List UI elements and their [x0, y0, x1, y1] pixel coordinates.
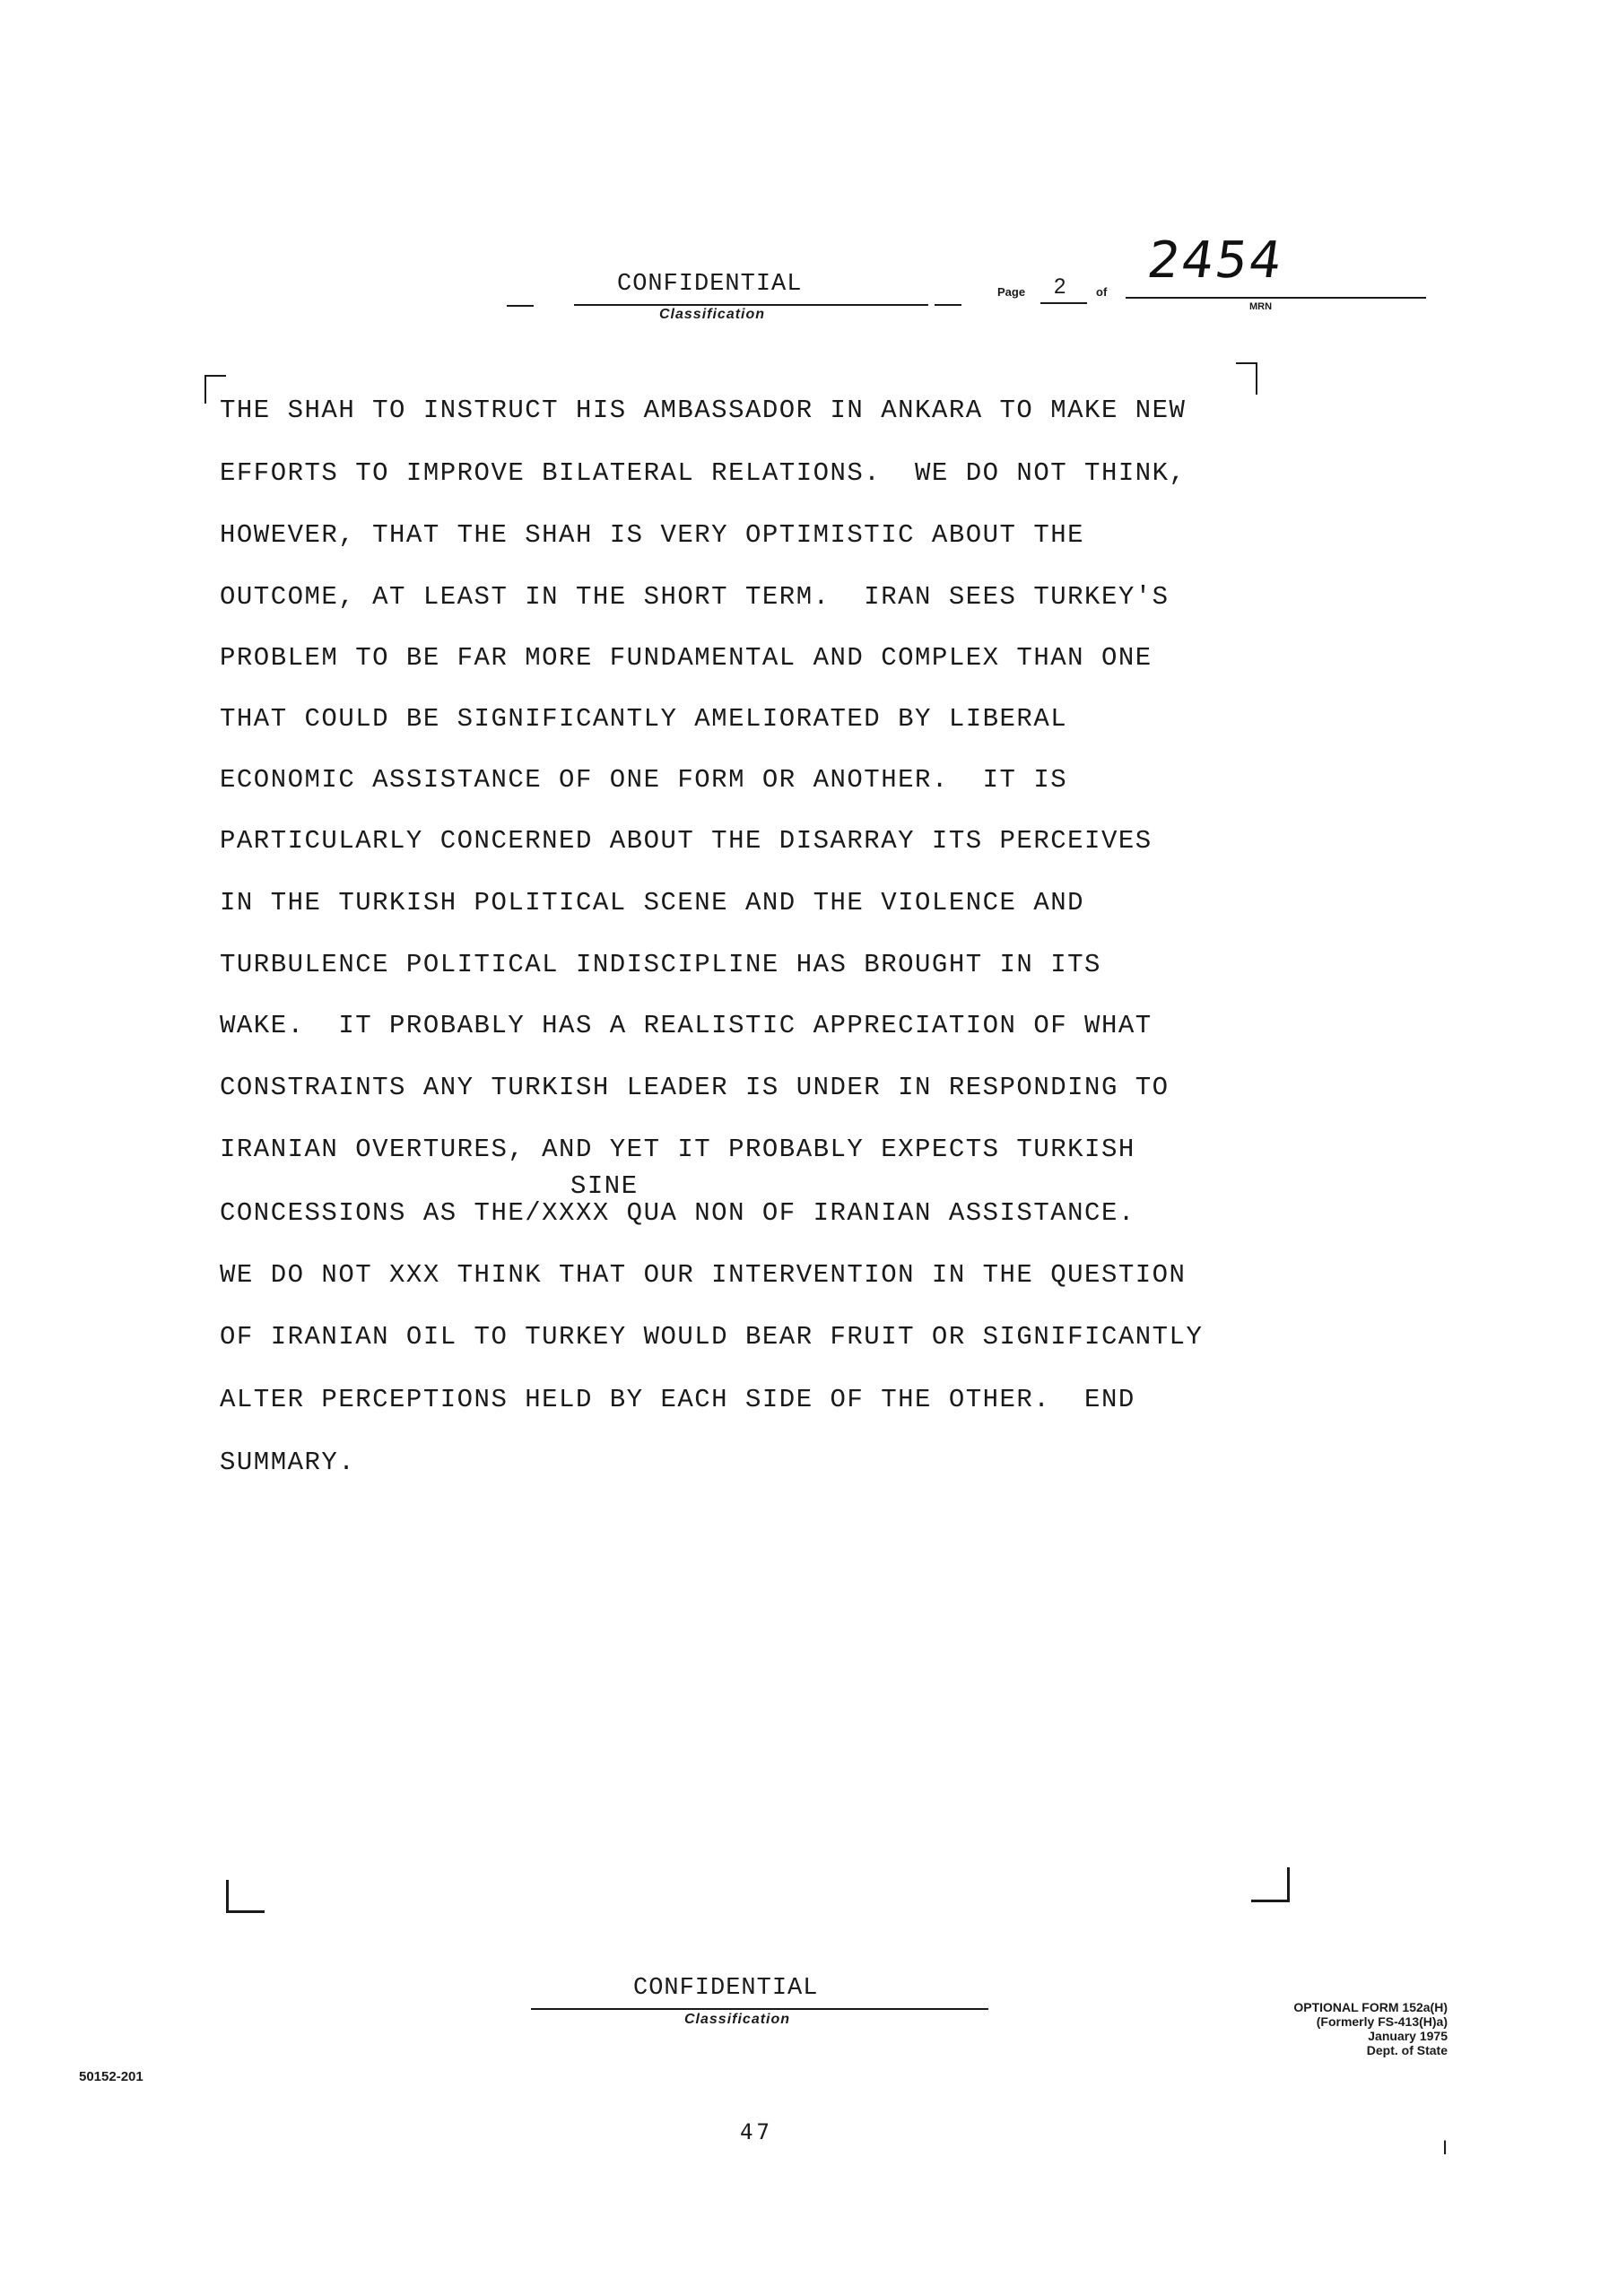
body-line: WE DO NOT XXX THINK THAT OUR INTERVENTION IN THE QUESTION — [220, 1260, 1187, 1290]
document-number-rule — [1126, 297, 1426, 299]
document-number-handwritten: 2454 — [1144, 231, 1288, 290]
page-number: 2 — [1054, 274, 1066, 299]
form-line: Dept. of State — [1366, 2043, 1448, 2057]
footer-classification: CONFIDENTIAL — [633, 1975, 819, 2002]
body-line: ECONOMIC ASSISTANCE OF ONE FORM OR ANOTHER. IT IS — [220, 765, 1068, 795]
body-line: CONSTRAINTS ANY TURKISH LEADER IS UNDER IN RESPONDING TO — [220, 1073, 1170, 1102]
header-classification-caption: Classification — [659, 307, 766, 322]
form-line: OPTIONAL FORM 152a(H) — [1293, 2000, 1448, 2014]
body-line: IRANIAN OVERTURES, AND YET IT PROBABLY EXPECTS TURKISH — [220, 1135, 1135, 1164]
form-line: (Formerly FS-413(H)a) — [1316, 2014, 1448, 2029]
bottom-left-corner-mark — [226, 1880, 265, 1913]
header-short-dash — [935, 304, 961, 306]
body-line: PROBLEM TO BE FAR MORE FUNDAMENTAL AND COMPLEX THAN ONE — [220, 643, 1153, 673]
interlinear-insert: SINE — [570, 1171, 639, 1201]
top-right-corner-mark — [1236, 362, 1257, 395]
page-number-rule — [1040, 302, 1087, 304]
header-left-dash — [507, 305, 534, 307]
footer-classification-caption: Classification — [684, 2012, 791, 2027]
page-label: Page — [997, 285, 1026, 299]
of-label: of — [1096, 285, 1108, 299]
body-line: THAT COULD BE SIGNIFICANTLY AMELIORATED BY LIBERAL — [220, 704, 1068, 734]
body-line: OUTCOME, AT LEAST IN THE SHORT TERM. IRAN SEES TURKEY'S — [220, 582, 1170, 612]
page-footer-number: 47 — [740, 2119, 773, 2144]
bottom-right-corner-mark — [1251, 1867, 1290, 1902]
mrn-label: MRN — [1249, 301, 1273, 312]
body-line: IN THE TURKISH POLITICAL SCENE AND THE VIOLENCE AND — [220, 888, 1085, 918]
header-classification-rule — [574, 304, 928, 306]
stock-number: 50152-201 — [79, 2069, 144, 2084]
form-identification — [1161, 2000, 1448, 2057]
margin-mark: I — [1442, 2136, 1448, 2159]
body-line: WAKE. IT PROBABLY HAS A REALISTIC APPRECIATION OF WHAT — [220, 1011, 1153, 1040]
body-line: HOWEVER, THAT THE SHAH IS VERY OPTIMISTIC ABOUT THE — [220, 520, 1085, 550]
header-classification: CONFIDENTIAL — [617, 271, 803, 298]
footer-classification-rule — [531, 2008, 988, 2010]
form-line: January 1975 — [1368, 2029, 1448, 2043]
body-line: PARTICULARLY CONCERNED ABOUT THE DISARRAY ITS PERCEIVES — [220, 826, 1153, 856]
body-line: THE SHAH TO INSTRUCT HIS AMBASSADOR IN ANKARA TO MAKE NEW — [220, 396, 1187, 425]
body-line: TURBULENCE POLITICAL INDISCIPLINE HAS BROUGHT IN ITS — [220, 950, 1101, 979]
body-line: OF IRANIAN OIL TO TURKEY WOULD BEAR FRUIT OR SIGNIFICANTLY — [220, 1322, 1204, 1352]
body-line: EFFORTS TO IMPROVE BILATERAL RELATIONS. WE DO NOT THINK, — [220, 458, 1187, 488]
body-line: SUMMARY. — [220, 1448, 356, 1477]
body-line: ALTER PERCEPTIONS HELD BY EACH SIDE OF THE OTHER. END — [220, 1385, 1135, 1414]
body-line: CONCESSIONS AS THE/XXXX QUA NON OF IRANIAN ASSISTANCE. — [220, 1198, 1135, 1228]
